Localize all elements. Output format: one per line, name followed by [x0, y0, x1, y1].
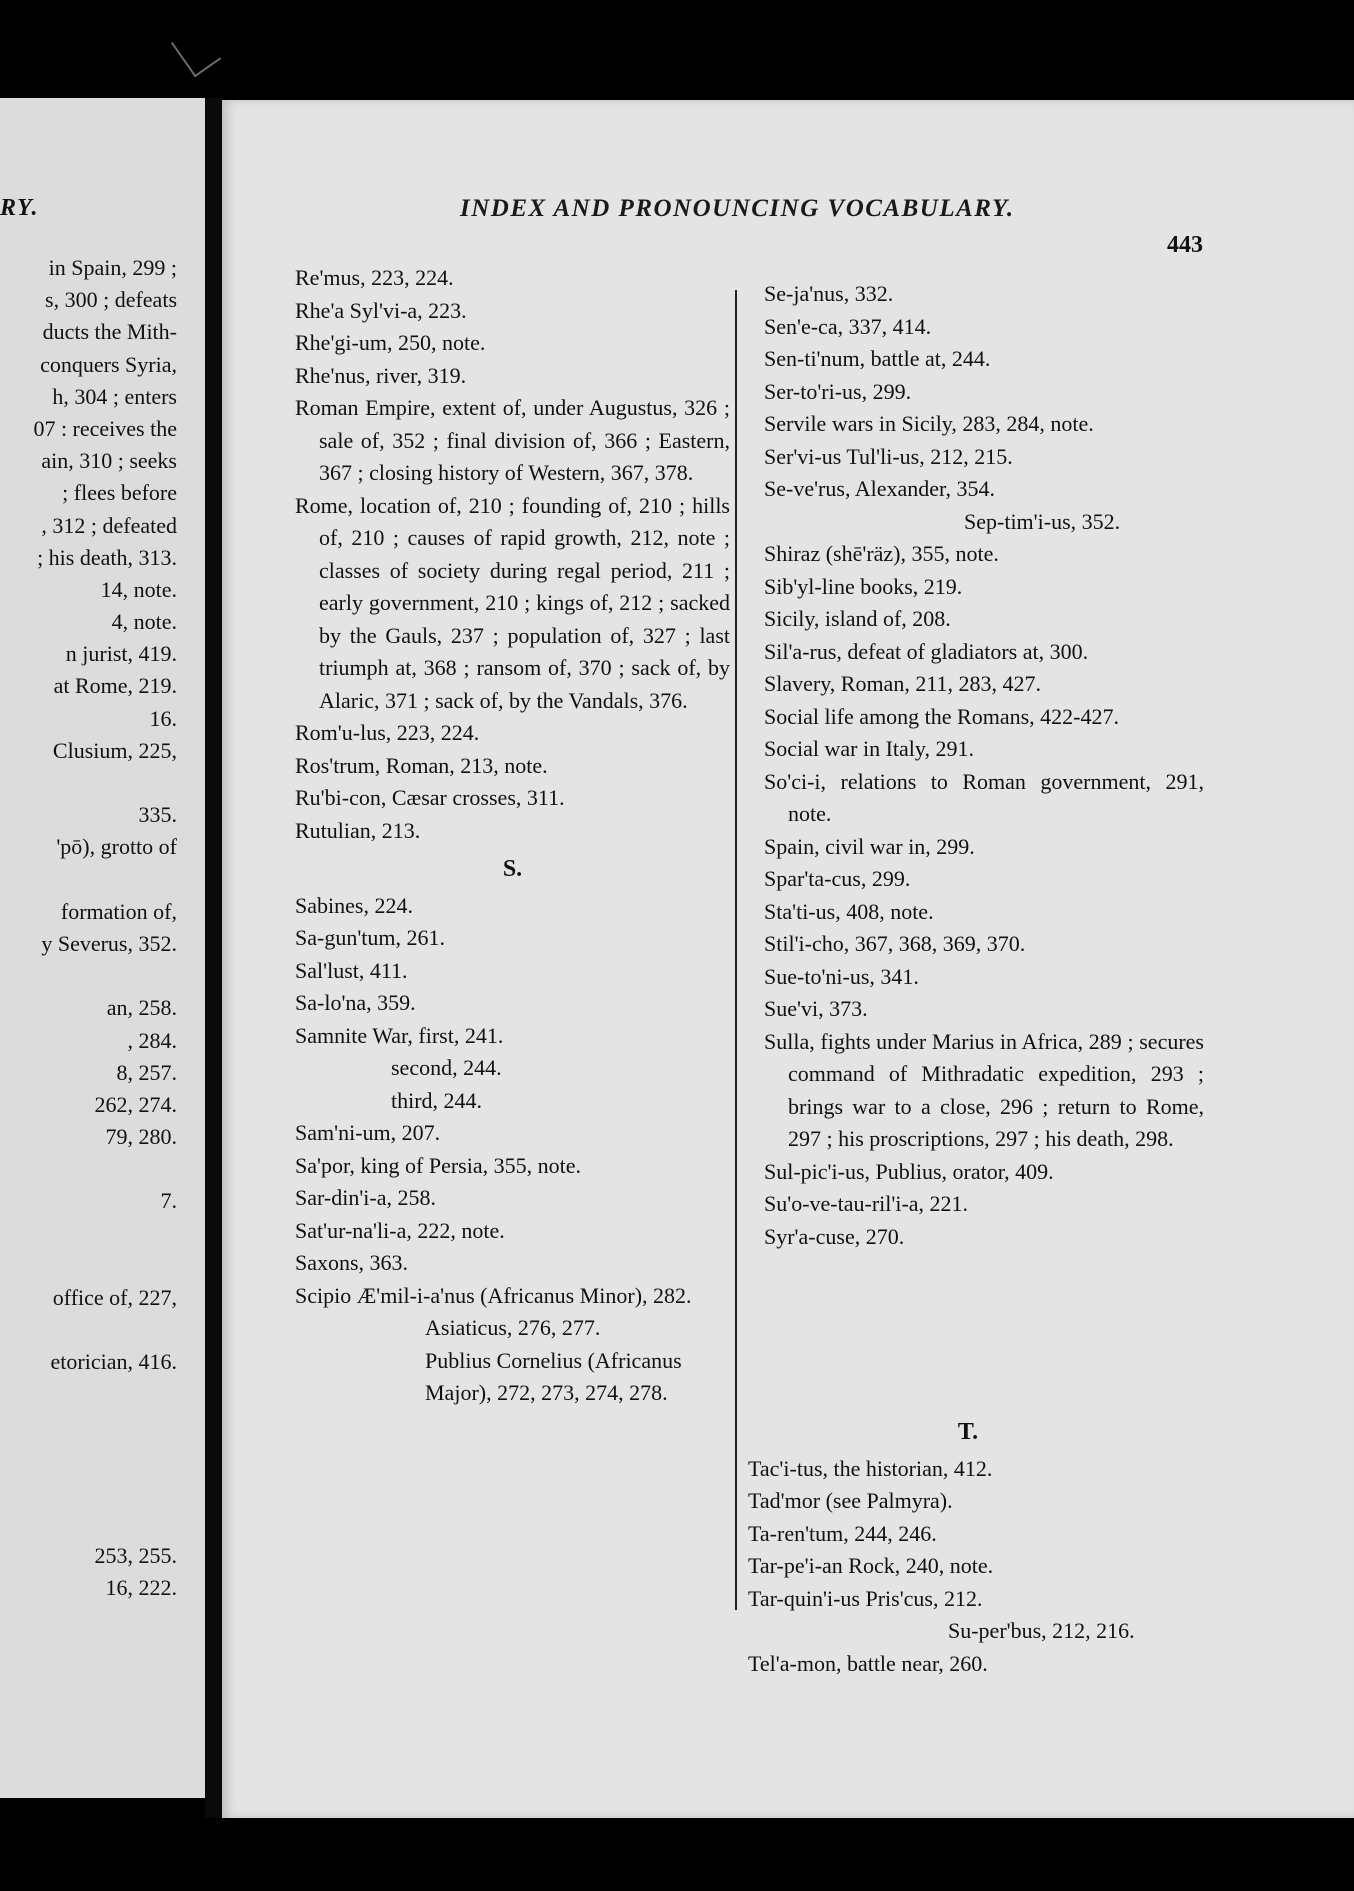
left-fragment-line: an, 258.	[106, 995, 177, 1021]
left-fragment-line: n jurist, 419.	[65, 641, 177, 667]
index-entry: Sam'ni-um, 207.	[295, 1120, 441, 1145]
left-fragment-line	[33, 1475, 177, 1507]
index-entry: Tad'mor (see Palmyra).	[748, 1488, 953, 1513]
left-fragment-line: office of, 227,	[52, 1285, 177, 1310]
left-fragment-line	[33, 1411, 177, 1443]
left-fragment-line: 14, note.	[100, 576, 177, 602]
index-entry: Tar-pe'i-an Rock, 240, note.	[748, 1553, 994, 1578]
left-fragment-line: 16.	[149, 705, 177, 731]
index-entry: Social war in Italy, 291.	[764, 736, 974, 761]
left-fragment-line: ; his death, 313.	[37, 544, 177, 570]
index-entry: Re'mus, 223, 224.	[295, 265, 454, 290]
left-fragment-line: in Spain, 299 ;	[48, 255, 177, 280]
index-entry: Se-ve'rus, Alexander, 354.	[764, 476, 995, 501]
left-fragment-line: 16, 222.	[105, 1574, 177, 1600]
scan-artifact	[171, 25, 221, 78]
index-entry: Sul-pic'i-us, Publius, orator, 409.	[764, 1158, 1054, 1184]
index-entry: Ru'bi-con, Cæsar crosses, 311.	[295, 785, 565, 810]
index-entry: Stil'i-cho, 367, 368, 369, 370.	[764, 931, 1026, 956]
left-fragment-line	[33, 864, 177, 896]
letter-heading: T.	[957, 1419, 979, 1445]
index-entry: Sa'por, king of Persia, 355, note.	[295, 1152, 581, 1178]
left-fragment-line: h, 304 ; enters	[52, 383, 177, 409]
page-number: 443	[1167, 232, 1203, 258]
index-entry: Sa-gun'tum, 261.	[295, 925, 446, 950]
index-entry: third, 244.	[391, 1087, 483, 1113]
index-entry: Su'o-ve-tau-ril'i-a, 221.	[764, 1191, 969, 1216]
left-fragment-line	[33, 1314, 177, 1346]
left-fragment-line: ducts the Mith-	[42, 319, 177, 345]
index-entry: Spar'ta-cus, 299.	[764, 866, 911, 891]
left-running-title-fragment: RY.	[0, 195, 39, 221]
left-fragment-line: , 312 ; defeated	[41, 512, 177, 538]
left-fragment-line: 'pō), grotto of	[56, 834, 177, 860]
index-entry: Rhe'gi-um, 250, note.	[295, 330, 486, 355]
index-entry: Sa-lo'na, 359.	[295, 990, 416, 1015]
left-fragment-line: ain, 310 ; seeks	[41, 448, 177, 474]
book-gutter	[205, 98, 222, 1818]
left-fragment-line	[33, 767, 177, 799]
index-entry: Ros'trum, Roman, 213, note.	[295, 752, 548, 778]
index-entry: Sal'lust, 411.	[295, 957, 408, 983]
left-fragment-line: 8, 257.	[116, 1059, 177, 1085]
index-entry: Sue-to'ni-us, 341.	[764, 963, 919, 989]
left-fragment-line: 335.	[138, 802, 177, 828]
index-entry: Roman Empire, extent of, under Augustus, 326 ; sale of, 352 ; final division of, 366 ; Eastern, 367 ; closing history of Western, 367, 378.	[295, 395, 730, 485]
index-entry: Ser-to'ri-us, 299.	[764, 378, 912, 404]
index-entry: Sep-tim'i-us, 352.	[964, 508, 1121, 534]
index-entry: Shiraz (shē'räz), 355, note.	[764, 541, 999, 566]
left-page-text-fragments	[33, 252, 177, 1604]
index-column-right	[764, 278, 1204, 1253]
index-column-right-continued	[748, 1410, 1188, 1680]
left-fragment-line	[33, 1153, 177, 1185]
left-fragment-line: , 284.	[127, 1027, 177, 1053]
index-entry: Sat'ur-na'li-a, 222, note.	[295, 1217, 505, 1243]
left-fragment-line: 253, 255.	[94, 1542, 177, 1568]
left-fragment-line: 79, 280.	[105, 1124, 177, 1150]
left-fragment-line	[33, 1379, 177, 1411]
left-fragment-line	[33, 1250, 177, 1282]
index-entry: Slavery, Roman, 211, 283, 427.	[764, 671, 1042, 696]
index-entry: Servile wars in Sicily, 283, 284, note.	[764, 411, 1094, 436]
left-fragment-line	[33, 1507, 177, 1539]
left-fragment-line: ; flees before	[62, 480, 177, 506]
column-divider	[735, 290, 737, 1610]
index-entry: Tac'i-tus, the historian, 412.	[748, 1455, 993, 1481]
left-fragment-line	[33, 1218, 177, 1250]
left-fragment-line: 07 : receives the	[33, 415, 177, 441]
index-entry: Sib'yl-line books, 219.	[764, 573, 963, 599]
index-entry: Sabines, 224.	[295, 892, 413, 918]
index-entry: Ser'vi-us Tul'li-us, 212, 215.	[764, 443, 1013, 469]
left-fragment-line	[33, 960, 177, 992]
index-entry: Scipio Æ'mil-i-a'nus (Africanus Minor), 282.	[295, 1282, 692, 1308]
letter-heading: S.	[502, 856, 523, 882]
index-entry: Rom'u-lus, 223, 224.	[295, 720, 480, 745]
left-fragment-line: 7.	[160, 1188, 177, 1214]
left-fragment-line: 262, 274.	[94, 1091, 177, 1117]
index-entry: Ta-ren'tum, 244, 246.	[748, 1520, 937, 1546]
index-entry: Rome, location of, 210 ; founding of, 210 ; hills of, 210 ; causes of rapid growth, 212, note ; classes of society during regal period, 211 ; early government, 210 ; kings of, 212 ; sacked by the Gauls, 237 ; population of, 327 ; last triumph at, 368 ; ransom of, 370 ; sack of, by Alaric, 371 ; sack of, by the Vandals, 376.	[295, 492, 730, 713]
index-entry: Se-ja'nus, 332.	[764, 281, 894, 306]
left-fragment-line: y Severus, 352.	[41, 930, 177, 956]
index-column-left	[295, 262, 730, 1410]
running-title: INDEX AND PRONOUNCING VOCABULARY.	[460, 195, 1015, 222]
left-fragment-line: conquers Syria,	[40, 351, 177, 377]
index-entry: Samnite War, first, 241.	[295, 1022, 504, 1048]
index-entry: Tel'a-mon, battle near, 260.	[748, 1650, 988, 1676]
index-entry: Rutulian, 213.	[295, 817, 421, 843]
index-entry: Sue'vi, 373.	[764, 996, 868, 1021]
index-entry: Sta'ti-us, 408, note.	[764, 898, 934, 924]
index-entry: Sen-ti'num, battle at, 244.	[764, 346, 991, 371]
index-entry: Syr'a-cuse, 270.	[764, 1223, 905, 1249]
index-entry: Social life among the Romans, 422-427.	[764, 703, 1119, 729]
index-entry: Sar-din'i-a, 258.	[295, 1185, 436, 1210]
left-fragment-line: at Rome, 219.	[53, 673, 177, 699]
index-entry: Publius Cornelius (Africanus Major), 272, 273, 274, 278.	[425, 1347, 682, 1405]
index-entry: Rhe'nus, river, 319.	[295, 362, 467, 388]
index-entry: Sen'e-ca, 337, 414.	[764, 313, 932, 339]
index-entry: Sulla, fights under Marius in Africa, 289 ; secures command of Mithradatic expedition, 293 ; brings war to a close, 296 ; return to Rome, 297 ; his proscriptions, 297 ; his death, 298.	[764, 1028, 1204, 1151]
index-entry: Sicily, island of, 208.	[764, 606, 951, 631]
left-fragment-line: s, 300 ; defeats	[45, 287, 177, 313]
index-entry: Rhe'a Syl'vi-a, 223.	[295, 297, 467, 323]
index-entry: So'ci-i, relations to Roman government, 291, note.	[764, 768, 1204, 826]
index-entry: Su-per'bus, 212, 216.	[948, 1618, 1135, 1643]
index-entry: Tar-quin'i-us Pris'cus, 212.	[748, 1585, 983, 1611]
left-fragment-line: etorician, 416.	[50, 1349, 177, 1375]
index-entry: Sil'a-rus, defeat of gladiators at, 300.	[764, 638, 1089, 664]
index-entry: Spain, civil war in, 299.	[764, 833, 975, 859]
index-entry: second, 244.	[391, 1055, 502, 1080]
left-fragment-line: 4, note.	[111, 609, 177, 635]
left-fragment-line	[33, 1443, 177, 1475]
left-fragment-line: Clusium, 225,	[52, 737, 177, 763]
index-entry: Asiaticus, 276, 277.	[425, 1315, 601, 1340]
index-entry: Saxons, 363.	[295, 1250, 409, 1275]
left-fragment-line: formation of,	[60, 898, 177, 924]
